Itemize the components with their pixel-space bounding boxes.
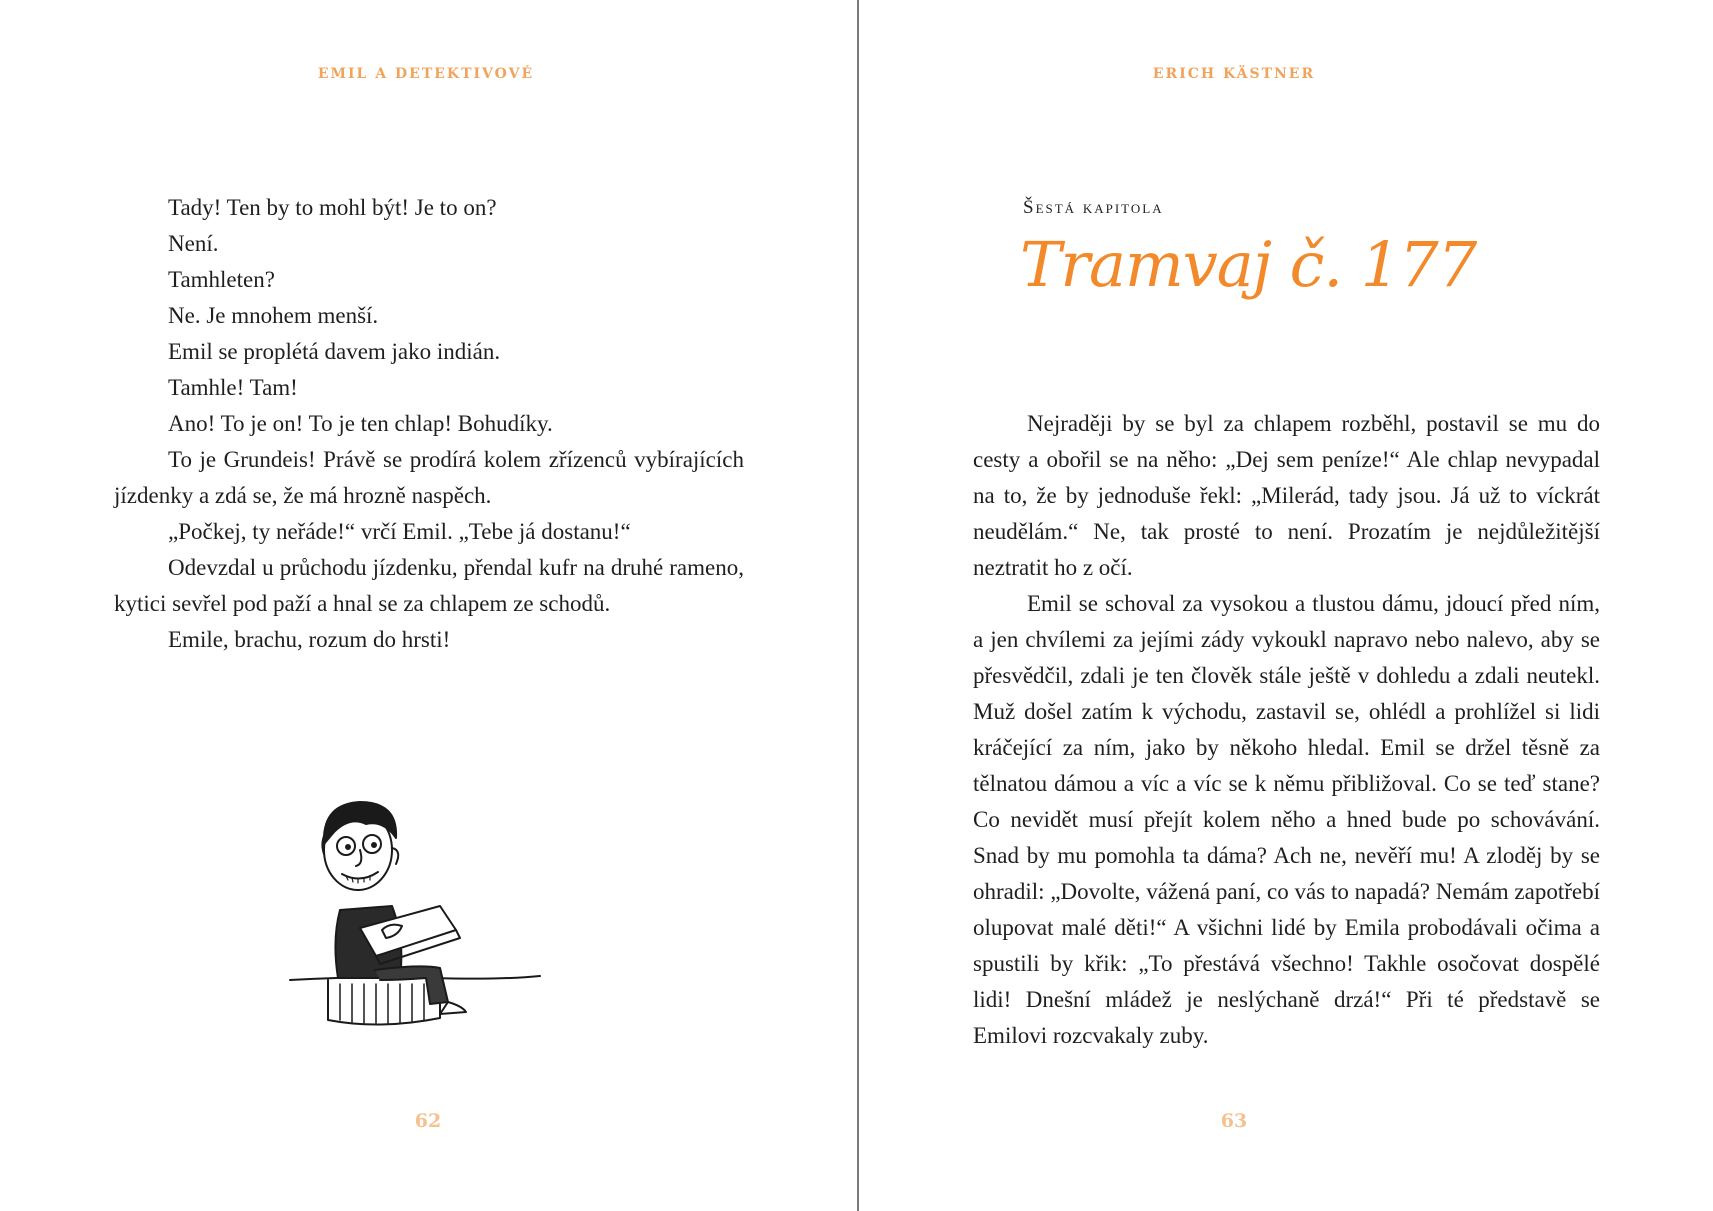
paragraph: „Počkej, ty neřáde!“ vrčí Emil. „Tebe já dostanu!“: [168, 519, 631, 544]
running-head-left: EMIL A DETEKTIVOVÉ: [317, 66, 535, 82]
paragraph: Emil se proplétá davem jako indián.: [168, 339, 501, 364]
right-page: [856, 0, 1712, 1211]
boy-illustration: [280, 780, 550, 1040]
page-number-right: 63: [1220, 1110, 1248, 1132]
left-page: [0, 0, 856, 1211]
paragraph: Emil se schoval za vysokou a tlustou dámu, jdoucí před ním, a jen chvílemi za jejími zády vykoukl napravo nebo nalevo, aby se přesvědčil, zdali je ten člověk stále ještě v dohledu a zdali neutekl. Muž došel zatím k východu, zastavil se, ohlédl a prohlížel si lidi kráčející za ním, jako by někoho hledal. Emil se držel těsně za tělnatou dámou a víc a víc se k němu přibližoval. Co se teď stane? Co nevidět musí přejít kolem něho a hned bude po schovávání. Snad by mu pomohla ta dáma? Ach ne, nevěří mu! A zloděj by se ohradil: „Dovolte, vážená paní, co vás to napadá? Nemám zapotřebí olupovat malé děti!“ A všichni lidé by Emila probodávali očima a spustili by křik: „To přestává všechno! Takhle osočovat dospělé lidi! Dnešní mládež je neslýchaně drzá!“ Při té představě se Emilovi rozcvakaly zuby.: [973, 591, 1600, 1048]
paragraph: Ano! To je on! To je ten chlap! Bohudíky.: [168, 411, 553, 436]
left-page-text: [114, 190, 744, 658]
paragraph: Emile, brachu, rozum do hrsti!: [168, 627, 451, 652]
running-head-right: ERICH KÄSTNER: [1152, 66, 1316, 82]
paragraph: Tamhle! Tam!: [168, 375, 298, 400]
right-page-text: [973, 406, 1600, 1054]
page-number-left: 62: [414, 1110, 442, 1132]
paragraph: Odevzdal u průchodu jízdenku, přendal kufr na druhé rameno, kytici sevřel pod paží a hnal se za chlapem ze schodů.: [114, 555, 744, 616]
paragraph: Nejraději by se byl za chlapem rozběhl, postavil se mu do cesty a obořil se na něho: „Dej sem peníze!“ Ale chlap nevypadal na to, že by jednoduše řekl: „Milerád, tady jsou. Já už to víckrát neudělám.“ Ne, tak prosté to není. Prozatím je nejdůležitější neztratit ho z očí.: [973, 411, 1600, 580]
paragraph: Není.: [168, 231, 219, 256]
chapter-title: Tramvaj č. 177: [1020, 228, 1477, 301]
chapter-label: Šestá kapitola: [1023, 197, 1164, 218]
paragraph: Tady! Ten by to mohl být! Je to on?: [168, 195, 497, 220]
paragraph: Ne. Je mnohem menší.: [168, 303, 379, 328]
paragraph: To je Grundeis! Právě se prodírá kolem zřízenců vybírajících jízdenky a zdá se, že má hrozně naspěch.: [114, 447, 744, 508]
paragraph: Tamhleten?: [168, 267, 275, 292]
